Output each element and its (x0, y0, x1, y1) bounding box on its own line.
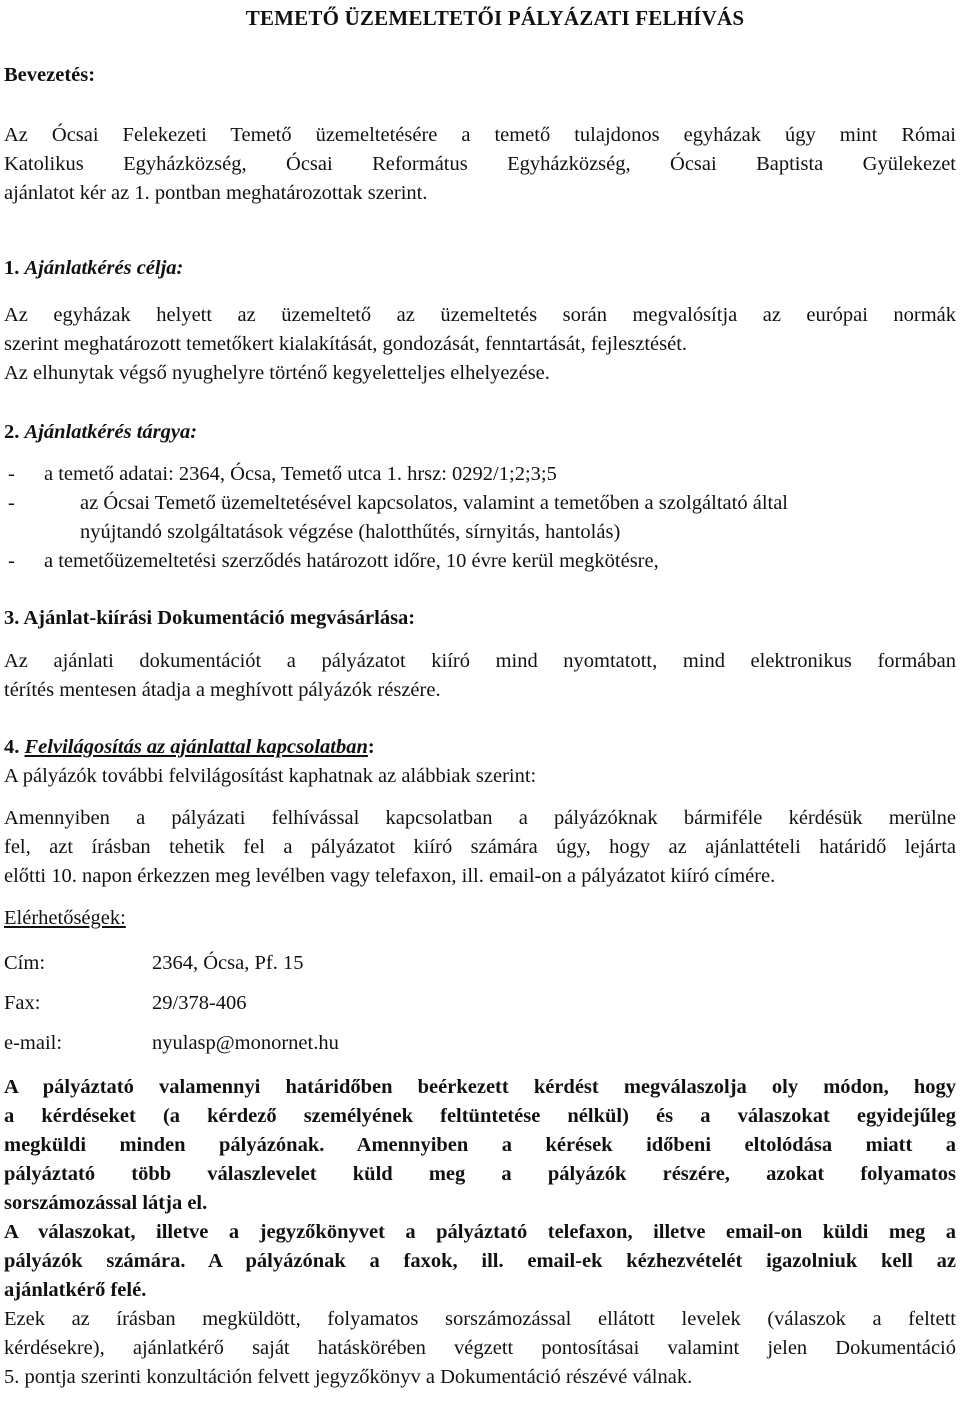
bold-paragraph-2 (4, 1218, 956, 1305)
list-dash: - (8, 550, 15, 572)
section-3-line: Az ajánlati dokumentációt a pályázatot kiíró mind nyomtatott, mind elektronikus formában (4, 650, 956, 672)
bold-line: ajánlatkérő felé. (4, 1279, 147, 1301)
bold-line: sorszámozással látja el. (4, 1192, 208, 1214)
list-dash: - (8, 463, 15, 485)
list-dash: - (8, 492, 15, 514)
contact-value: 29/378-406 (152, 992, 247, 1014)
list-item-text: a temető adatai: 2364, Ócsa, Temető utca 1. hrsz: 0292/1;2;3;5 (44, 463, 557, 485)
intro-paragraph (4, 121, 956, 208)
section-1-title: Ajánlatkérés célja: (24, 257, 184, 279)
list-item (4, 547, 956, 576)
closing-line: 5. pontja szerinti konzultáción felvett jegyzőkönyv a Dokumentáció részévé válnak. (4, 1366, 693, 1388)
section-1-line: Az elhunytak végső nyughelyre történő kegyeletteljes elhelyezése. (4, 362, 550, 384)
bold-line: A válaszokat, illetve a jegyzőkönyvet a pályáztató telefaxon, illetve email-on küldi meg a (4, 1221, 956, 1243)
section-4-body (4, 804, 956, 891)
intro-line: ajánlatot kér az 1. pontban meghatározottak szerint. (4, 182, 428, 204)
list-item-line: az Ócsai Temető üzemeltetésével kapcsolatos, valamint a temetőben a szolgáltató által (80, 492, 789, 514)
contacts-heading: Elérhetőségek: (4, 907, 126, 929)
bold-paragraph-1 (4, 1073, 956, 1218)
closing-line: Ezek az írásban megküldött, folyamatos sorszámozással ellátott levelek (válaszok a feltett (4, 1308, 956, 1330)
contacts-table (4, 943, 956, 1063)
section-1-line: Az egyházak helyett az üzemeltető az üzemeltetés során megvalósítja az európai normák (4, 304, 956, 326)
list-item-text (80, 489, 956, 547)
section-4-title: Felvilágosítás az ajánlattal kapcsolatban (24, 736, 368, 758)
section-4-line: előtti 10. napon érkezzen meg levélben vagy telefaxon, ill. email-on a pályázatot kiíró címére. (4, 865, 776, 887)
section-2-title: Ajánlatkérés tárgya: (24, 421, 198, 443)
list-item-line: nyújtandó szolgáltatások végzése (halotthűtés, sírnyitás, hantolás) (80, 521, 621, 543)
section-1-body (4, 301, 956, 388)
contact-row (4, 1023, 956, 1063)
bold-line: a kérdéseket (a kérdező személyének feltüntetése nélkül) és a válaszokat egyidejűleg (4, 1105, 956, 1127)
contact-row (4, 943, 956, 983)
intro-line: Katolikus Egyházközség, Ócsai Református Egyházközség, Ócsai Baptista Gyülekezet (4, 153, 956, 175)
section-4-heading (4, 733, 956, 762)
section-3-heading: 3. Ajánlat-kiírási Dokumentáció megvásárlása: (4, 607, 416, 629)
document-page (4, 0, 956, 1392)
list-item (4, 489, 956, 547)
section-3-line: térítés mentesen átadja a meghívott pályázók részére. (4, 679, 441, 701)
section-4-number: 4. (4, 736, 20, 758)
section-1-line: szerint meghatározott temetőkert kialakítását, gondozását, fenntartását, fejlesztését. (4, 333, 688, 355)
section-3-body (4, 647, 956, 705)
contact-label: e-mail: (4, 1032, 63, 1054)
closing-line: kérdésekre), ajánlatkérő saját hatáskörében végzett pontosításai valamint jelen Dokumentáció (4, 1337, 956, 1359)
section-4-line: fel, azt írásban tehetik fel a pályázatot kiíró számára úgy, hogy az ajánlattételi határidő lejárta (4, 836, 956, 858)
contact-label: Cím: (4, 952, 46, 974)
contact-value: 2364, Ócsa, Pf. 15 (152, 952, 304, 974)
section-2-heading (4, 418, 956, 447)
intro-line: Az Ócsai Felekezeti Temető üzemeltetésére a temető tulajdonos egyházak úgy mint Római (4, 124, 956, 146)
email-link[interactable]: nyulasp@monornet.hu (152, 1032, 339, 1054)
document-title: TEMETŐ ÜZEMELTETŐI PÁLYÁZATI FELHÍVÁS (245, 6, 745, 30)
bold-line: A pályáztató valamennyi határidőben beérkezett kérdést megválaszolja oly módon, hogy (4, 1076, 956, 1098)
list-item (4, 460, 956, 489)
section-2-number: 2. (4, 421, 20, 443)
closing-paragraph (4, 1305, 956, 1392)
list-item-text: a temetőüzemeltetési szerződés határozott időre, 10 évre kerül megkötésre, (44, 550, 659, 572)
section-1-number: 1. (4, 257, 20, 279)
section-2-list (4, 460, 956, 576)
bold-line: pályázók számára. A pályázónak a faxok, ill. email-ek kézhezvételét igazolniuk kell az (4, 1250, 956, 1272)
bold-line: megküldi minden pályázónak. Amennyiben a kérések időbeni eltolódása miatt a (4, 1134, 956, 1156)
contact-label: Fax: (4, 992, 41, 1014)
contact-row (4, 983, 956, 1023)
section-4-colon: : (367, 736, 375, 758)
section-4-line: Amennyiben a pályázati felhívással kapcsolatban a pályázóknak bármiféle kérdésük merülne (4, 807, 956, 829)
section-4-intro: A pályázók további felvilágosítást kaphatnak az alábbiak szerint: (4, 765, 537, 787)
section-1-heading (4, 254, 956, 283)
intro-heading: Bevezetés: (4, 64, 96, 86)
bold-line: pályáztató több válaszlevelet küld meg a pályázók részére, azokat folyamatos (4, 1163, 956, 1185)
